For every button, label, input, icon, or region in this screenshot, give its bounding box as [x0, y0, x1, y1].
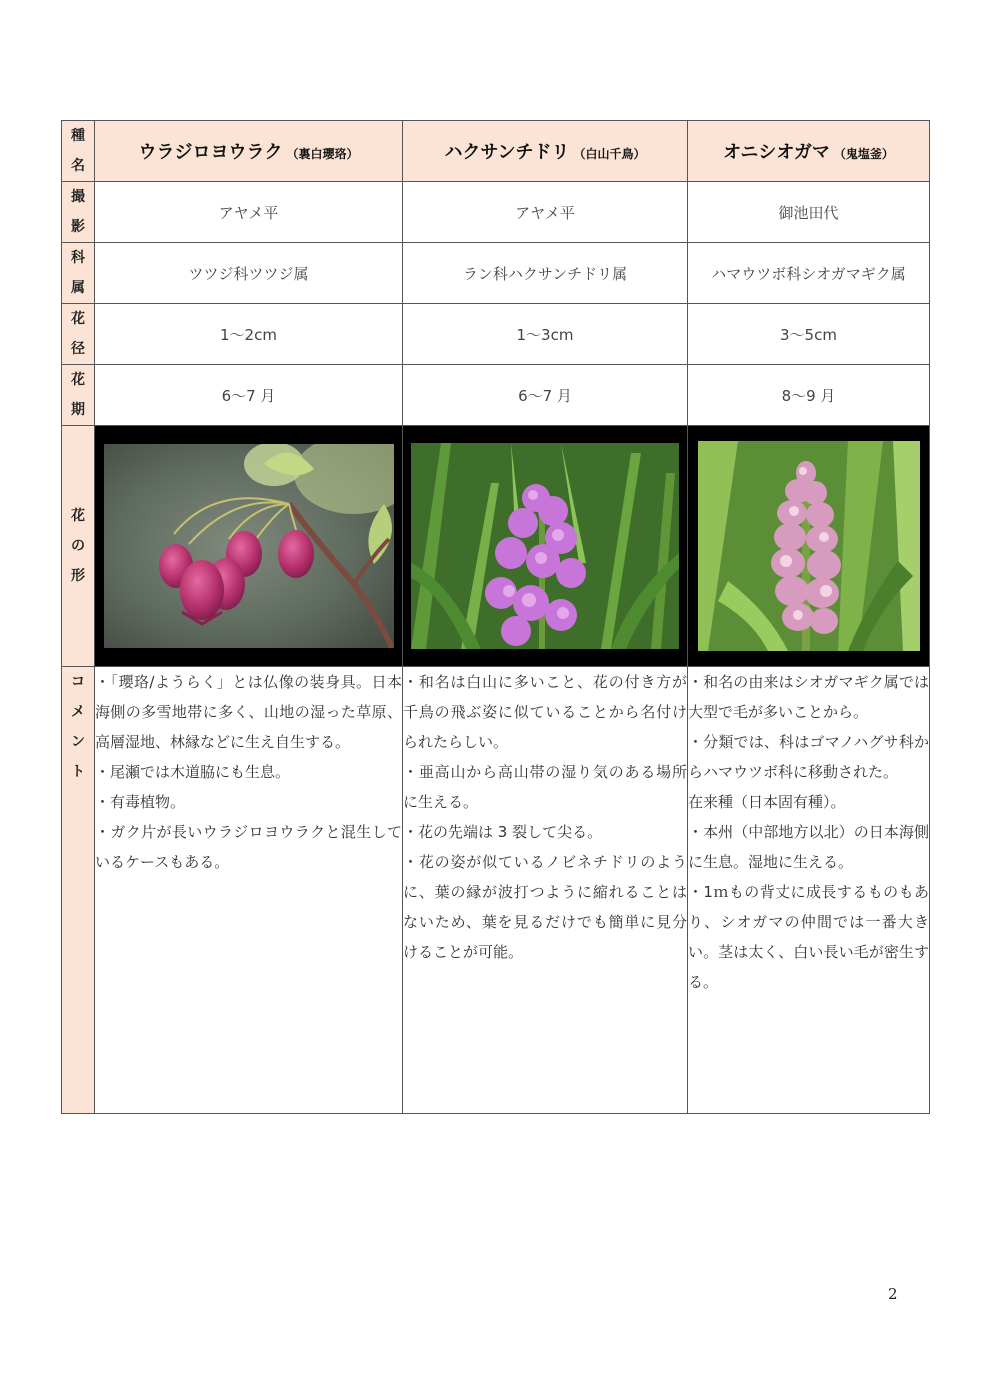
location-2: アヤメ平	[403, 182, 688, 243]
plant-table	[61, 120, 930, 1114]
row-season	[62, 365, 930, 426]
family-1: ツツジ科ツツジ属	[95, 243, 403, 304]
photo-cell-3	[688, 426, 930, 667]
family-2: ラン科ハクサンチドリ属	[403, 243, 688, 304]
purple-orchid-photo	[411, 443, 679, 649]
page-number: 2	[888, 1285, 898, 1303]
diameter-2: 1～3cm	[403, 304, 688, 365]
pink-spike-flower-photo	[698, 441, 920, 651]
row-flower-shape	[62, 426, 930, 667]
comment-2: ・和名は白山に多いこと、花の付き方が千鳥の飛ぶ姿に似ていることから名付けられたらしい。 ・亜高山から高山帯の湿り気のある場所に生える。 ・花の先端は 3 裂して尖る。 ・花の姿が似ているノビネチドリのように、葉の縁が波打つように縮れることはないため、葉を見るだけでも簡単に見分けることが可能。	[403, 667, 688, 1114]
row-location	[62, 182, 930, 243]
season-3: 8～9 月	[688, 365, 930, 426]
label-location: 撮 影	[62, 182, 95, 243]
location-1: アヤメ平	[95, 182, 403, 243]
location-3: 御池田代	[688, 182, 930, 243]
photo-cell-2	[403, 426, 688, 667]
row-comment	[62, 667, 930, 1114]
row-species-name	[62, 121, 930, 182]
season-1: 6～7 月	[95, 365, 403, 426]
label-family: 科 属	[62, 243, 95, 304]
row-diameter	[62, 304, 930, 365]
pink-bell-flowers-photo	[104, 444, 394, 648]
label-diameter: 花 径	[62, 304, 95, 365]
species-name-2: ハクサンチドリ （白山千鳥）	[403, 121, 688, 182]
diameter-1: 1～2cm	[95, 304, 403, 365]
species-name-1: ウラジロヨウラク （裏白瓔珞）	[95, 121, 403, 182]
diameter-3: 3～5cm	[688, 304, 930, 365]
label-species-name: 種 名	[62, 121, 95, 182]
comment-3: ・和名の由来はシオガマギク属では大型で毛が多いことから。 ・分類では、科はゴマノハグサ科からハマウツボ科に移動された。 在来種（日本固有種）。 ・本州（中部地方以北）の日本海側に生息。湿地に生える。 ・1ｍもの背丈に成長するものもあり、シオガマの仲間では一番大きい。茎は太く、白い長い毛が密生する。	[688, 667, 930, 1114]
comment-1: ・「瓔珞/ようらく」とは仏像の装身具。日本海側の多雪地帯に多く、山地の湿った草原、高層湿地、林縁などに生え自生する。 ・尾瀬では木道脇にも生息。 ・有毒植物。 ・ガク片が長いウラジロヨウラクと混生しているケースもある。	[95, 667, 403, 1114]
photo-cell-1	[95, 426, 403, 667]
row-family	[62, 243, 930, 304]
family-3: ハマウツボ科シオガマギク属	[688, 243, 930, 304]
label-comment: コ メ ン ト	[62, 667, 95, 1114]
season-2: 6～7 月	[403, 365, 688, 426]
label-flower-shape: 花 の 形	[62, 426, 95, 667]
label-season: 花 期	[62, 365, 95, 426]
species-name-3: オニシオガマ （鬼塩釜）	[688, 121, 930, 182]
